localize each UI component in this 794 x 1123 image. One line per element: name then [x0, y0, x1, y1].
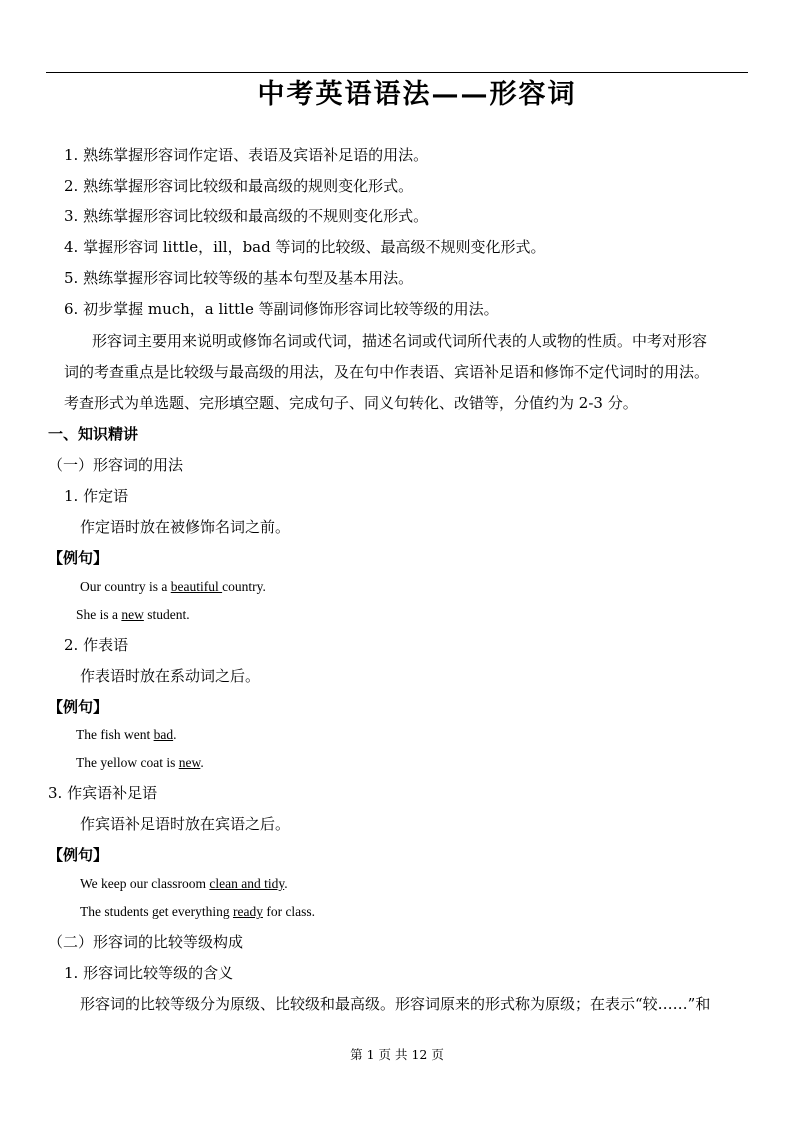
item-predicative: 2. 作表语 [64, 636, 129, 654]
item-comparison-desc: 形容词的比较等级分为原级、比较级和最高级。形容词原来的形式称为原级；在表示“较……”和 [80, 995, 711, 1013]
item-predicative-desc: 作表语时放在系动词之后。 [80, 667, 261, 685]
example-keyword: ready [232, 904, 263, 919]
example-sentence: Our country is a beautiful country. [80, 579, 266, 594]
example-keyword: new [178, 755, 201, 770]
intro-line-1: 形容词主要用来说明或修饰名词或代词，描述名词或代词所代表的人或物的性质。中考对形容 [92, 332, 708, 350]
section-heading: 一、知识精讲 [48, 425, 139, 443]
example-keyword: bad [153, 727, 174, 742]
subsection-heading-1: （一）形容词的用法 [48, 456, 184, 474]
example-label-2: 【例句】 [48, 698, 109, 716]
example-sentence: We keep our classroom clean and tidy. [80, 876, 288, 891]
example-sentence: The students get everything ready for class. [80, 904, 316, 919]
item-comparison-meaning: 1. 形容词比较等级的含义 [64, 964, 234, 982]
item-object-complement-desc: 作宾语补足语时放在宾语之后。 [80, 815, 291, 833]
objective-4: 4. 掌握形容词 little，ill，bad 等词的比较级、最高级不规则变化形式。 [64, 238, 546, 256]
example-sentence: The yellow coat is new. [76, 755, 204, 770]
page-title: 中考英语语法——形容词 [257, 79, 577, 110]
intro-line-2: 词的考查重点是比较级与最高级的用法，及在句中作表语、宾语补足语和修饰不定代词时的用法。 [64, 363, 710, 381]
example-sentence: She is a new student. [76, 607, 190, 622]
item-object-complement: 3. 作宾语补足语 [48, 784, 158, 802]
page-footer: 第 1 页 共 12 页 [350, 1047, 444, 1062]
example-keyword: beautiful [170, 579, 223, 594]
item-attributive: 1. 作定语 [64, 487, 129, 505]
example-keyword: clean and tidy [209, 876, 285, 891]
objective-5: 5. 熟练掌握形容词比较等级的基本句型及基本用法。 [64, 269, 414, 287]
example-label-1: 【例句】 [48, 549, 109, 567]
item-attributive-desc: 作定语时放在被修饰名词之前。 [80, 518, 291, 536]
objective-3: 3. 熟练掌握形容词比较级和最高级的不规则变化形式。 [64, 207, 429, 225]
subsection-heading-2: （二）形容词的比较等级构成 [48, 933, 244, 951]
objective-1: 1. 熟练掌握形容词作定语、表语及宾语补足语的用法。 [64, 146, 429, 164]
objective-6: 6. 初步掌握 much，a little 等副词修饰形容词比较等级的用法。 [64, 300, 499, 318]
example-sentence: The fish went bad. [76, 727, 177, 742]
objective-2: 2. 熟练掌握形容词比较级和最高级的规则变化形式。 [64, 177, 414, 195]
intro-line-3: 考查形式为单选题、完形填空题、完成句子、同义句转化、改错等，分值约为 2-3 分。 [64, 394, 638, 412]
example-label-3: 【例句】 [48, 846, 109, 864]
example-keyword: new [121, 607, 144, 622]
